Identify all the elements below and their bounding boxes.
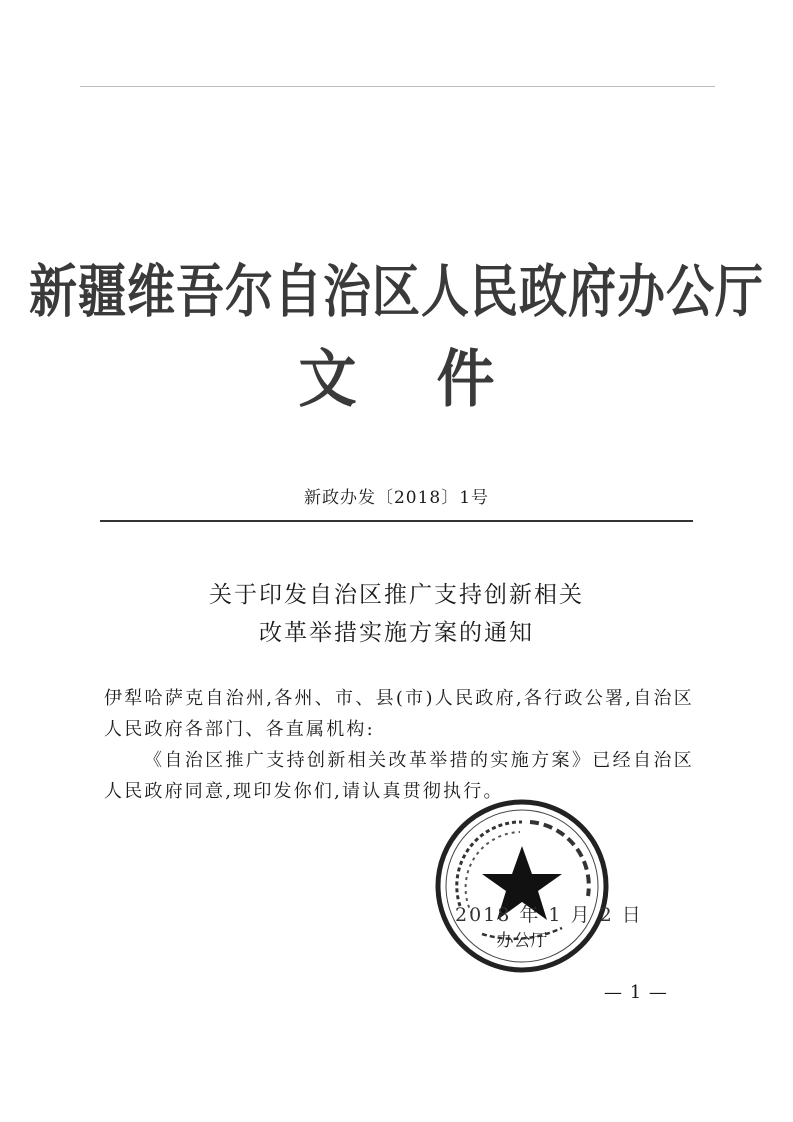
seal-inner-text: 办公厅 bbox=[496, 931, 548, 951]
page-number: — 1 — bbox=[604, 982, 668, 1003]
document-number: 新政办发〔2018〕1号 bbox=[303, 488, 490, 508]
issue-date: 2018 年 1 月 2 日 bbox=[455, 904, 643, 926]
recipients-paragraph: 伊犁哈萨克自治州,各州、市、县(市)人民政府,各行政公署,自治区人民政府各部门、各直属机构: bbox=[104, 688, 694, 740]
document-title bbox=[0, 576, 793, 652]
header-separator-line bbox=[100, 520, 693, 522]
doc-type-char-2: 件 bbox=[436, 342, 495, 416]
official-seal-icon bbox=[432, 796, 612, 976]
issuer-heading: 新疆维吾尔自治区人民政府办公厅 bbox=[28, 258, 764, 326]
top-divider bbox=[80, 86, 715, 87]
title-line-2: 改革举措实施方案的通知 bbox=[259, 620, 534, 646]
document-type-heading bbox=[0, 328, 793, 419]
content-paragraph: 《自治区推广支持创新相关改革举措的实施方案》已经自治区人民政府同意,现印发你们,请认真贯彻执行。 bbox=[104, 750, 694, 802]
doc-type-char-1: 文 bbox=[298, 342, 357, 416]
document-body bbox=[104, 683, 694, 807]
title-line-1: 关于印发自治区推广支持创新相关 bbox=[209, 582, 584, 608]
